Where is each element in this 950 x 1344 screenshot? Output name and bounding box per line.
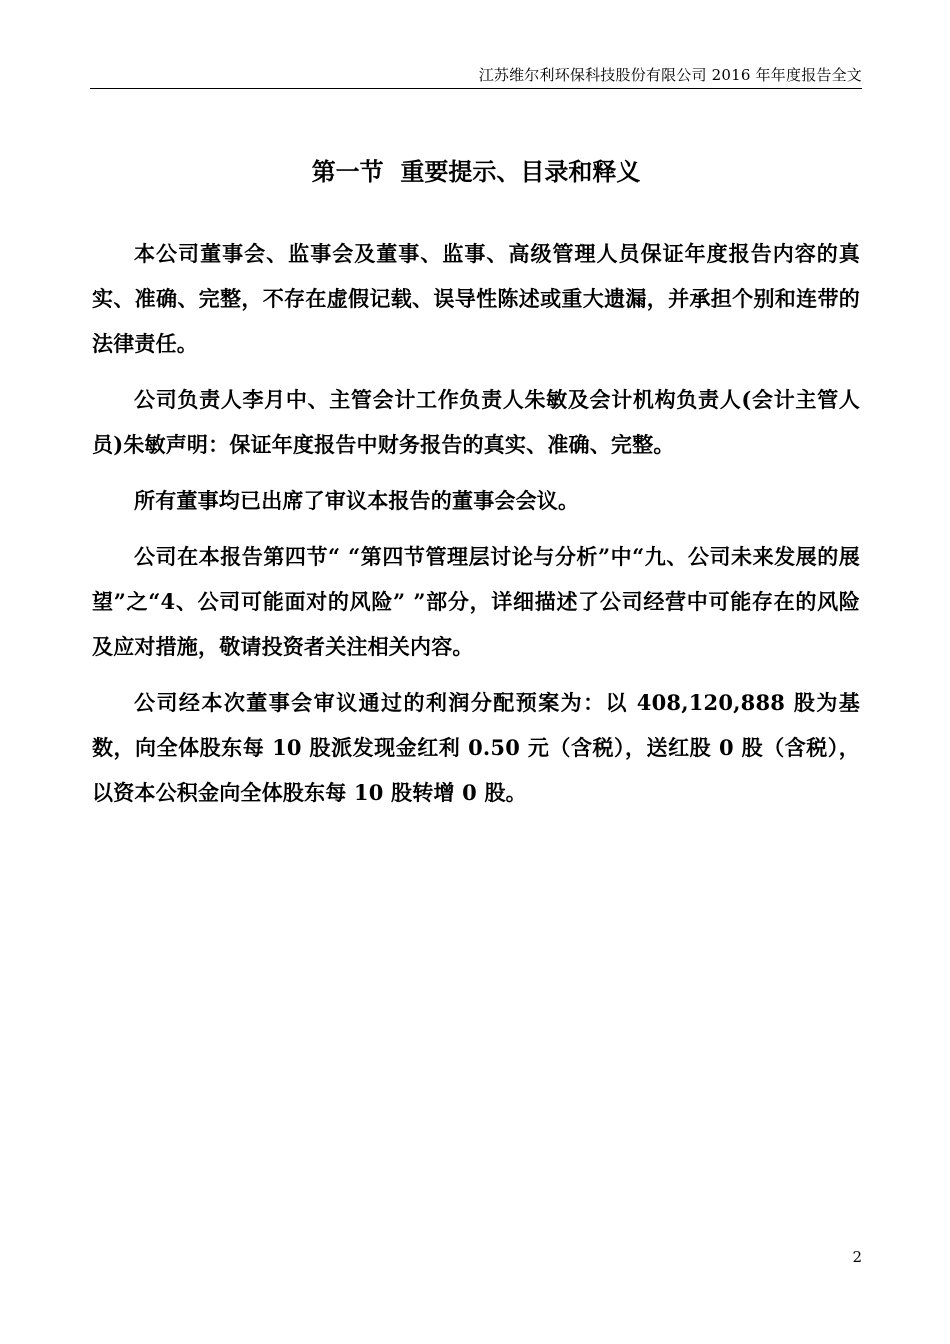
page-number: 2 (852, 1248, 862, 1266)
header-rule (90, 88, 862, 89)
paragraph-responsibility-statement: 本公司董事会、监事会及董事、监事、高级管理人员保证年度报告内容的真实、准确、完整，不存在虚假记载、误导性陈述或重大遗漏，并承担个别和连带的法律责任。 (92, 241, 860, 356)
paragraph-financial-declaration: 公司负责人李月中、主管会计工作负责人朱敏及会计机构负责人(会计主管人员)朱敏声明：保证年度报告中财务报告的真实、准确、完整。 (92, 387, 860, 457)
paragraph-risk-notice: 公司在本报告第四节“ “第四节管理层讨论与分析”中“九、公司未来发展的展望”之“4、公司可能面对的风险” ”部分，详细描述了公司经营中可能存在的风险及应对措施，敬请投资者关注相关内容。 (92, 544, 860, 659)
running-header: 江苏维尔利环保科技股份有限公司 2016 年年度报告全文 (478, 66, 862, 84)
paragraph-director-attendance: 所有董事均已出席了审议本报告的董事会会议。 (134, 488, 580, 513)
paragraph-profit-distribution: 公司经本次董事会审议通过的利润分配预案为：以 408,120,888 股为基数，向全体股东每 10 股派发现金红利 0.50 元（含税），送红股 0 股（含税），以资本公积金向全体股东每 10 股转增 0 股。 (92, 690, 860, 805)
section-title: 第一节 重要提示、目录和释义 (311, 157, 641, 186)
body-text (92, 231, 860, 826)
